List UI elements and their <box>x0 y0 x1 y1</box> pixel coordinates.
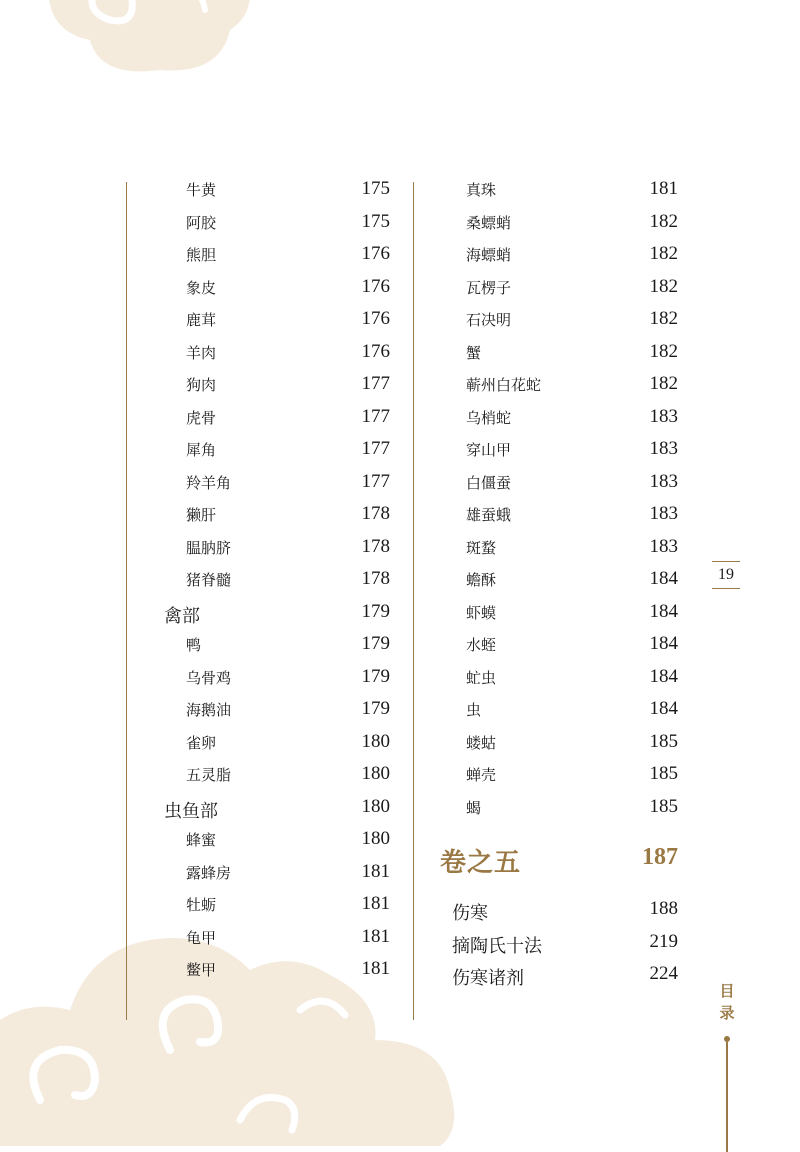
toc-left-column <box>160 174 390 987</box>
toc-entry[interactable] <box>440 927 678 960</box>
toc-item-label: 海螵蛸 <box>466 246 512 264</box>
toc-item-label: 蟹 <box>466 343 482 362</box>
toc-item-label: 蝼蛄 <box>466 733 497 752</box>
toc-item-page: 183 <box>649 503 678 524</box>
toc-item-label: 蜂蜜 <box>186 831 217 849</box>
toc-item[interactable] <box>160 694 390 727</box>
toc-item-label: 腽肭脐 <box>186 538 232 557</box>
toc-item-label: 五灵脂 <box>186 766 232 784</box>
toc-item-label: 露蜂房 <box>186 863 232 882</box>
toc-item[interactable] <box>440 694 678 727</box>
page-number-box <box>712 561 740 589</box>
volume-page: 187 <box>642 844 678 870</box>
side-tab-char: 目 <box>719 982 735 1000</box>
toc-item-label: 蕲州白花蛇 <box>466 376 542 394</box>
toc-entry-page: 219 <box>649 930 678 952</box>
toc-item[interactable] <box>440 467 678 500</box>
toc-item-label: 斑蝥 <box>466 538 497 557</box>
toc-item-page: 185 <box>649 763 678 784</box>
toc-item-label: 瓦楞子 <box>466 278 512 297</box>
toc-item-label: 牛黄 <box>186 181 217 199</box>
toc-item-page: 176 <box>361 243 390 264</box>
toc-item-page: 181 <box>361 925 390 947</box>
toc-item-page: 183 <box>649 535 678 557</box>
toc-item-page: 178 <box>361 503 390 524</box>
toc-item-label: 阿胶 <box>186 213 217 232</box>
toc-item[interactable] <box>160 369 390 402</box>
toc-item[interactable] <box>160 727 390 760</box>
toc-item[interactable] <box>160 824 390 857</box>
page-number-rule-bottom <box>712 588 740 589</box>
toc-entry-label: 伤寒诸剂 <box>452 968 524 989</box>
toc-item-page: 182 <box>649 308 678 329</box>
contents-side-tab[interactable] <box>716 980 738 1152</box>
toc-item[interactable] <box>160 662 390 695</box>
toc-item-label: 雀卵 <box>186 733 217 752</box>
toc-item-page: 177 <box>361 438 390 459</box>
toc-item[interactable] <box>440 402 678 435</box>
toc-entry[interactable] <box>440 894 678 927</box>
toc-item-label: 蝉壳 <box>466 766 497 784</box>
toc-item-page: 176 <box>361 340 390 362</box>
toc-item[interactable] <box>160 922 390 955</box>
toc-item[interactable] <box>160 564 390 597</box>
toc-item-label: 虾蟆 <box>466 603 497 622</box>
toc-item-label: 鹿茸 <box>186 311 217 329</box>
toc-item-page: 185 <box>649 795 678 817</box>
toc-item-page: 184 <box>649 698 678 719</box>
toc-item[interactable] <box>440 499 678 532</box>
toc-item[interactable] <box>440 207 678 240</box>
toc-item-label: 乌骨鸡 <box>186 668 232 687</box>
toc-item-label: 鸭 <box>186 636 202 654</box>
page-number: 19 <box>718 566 734 583</box>
toc-item-page: 184 <box>649 633 678 654</box>
toc-item[interactable] <box>160 304 390 337</box>
toc-item-page: 182 <box>649 243 678 264</box>
toc-item[interactable] <box>440 727 678 760</box>
toc-item-label: 虫 <box>466 701 482 719</box>
toc-item-label: 犀角 <box>186 441 217 459</box>
toc-item-label: 石决明 <box>466 311 512 329</box>
toc-item-page: 176 <box>361 275 390 297</box>
toc-item-page: 183 <box>649 405 678 427</box>
toc-item-label: 羊肉 <box>186 343 217 362</box>
toc-item[interactable] <box>440 792 678 825</box>
toc-item[interactable] <box>160 434 390 467</box>
toc-item-label: 海鹅油 <box>186 701 232 719</box>
toc-entry-page: 188 <box>649 898 678 919</box>
toc-section-label: 虫鱼部 <box>164 800 218 822</box>
toc-item[interactable] <box>160 272 390 305</box>
toc-item-label: 蝎 <box>466 798 482 817</box>
toc-item[interactable] <box>440 434 678 467</box>
toc-right-column <box>440 174 678 992</box>
toc-item[interactable] <box>160 402 390 435</box>
toc-item[interactable] <box>160 889 390 922</box>
toc-item-page: 184 <box>649 665 678 687</box>
toc-item-label: 白僵蚕 <box>466 473 512 492</box>
toc-section-label: 禽部 <box>164 605 200 627</box>
toc-item-label: 狗肉 <box>186 376 217 394</box>
toc-item-page: 182 <box>649 210 678 232</box>
toc-entry-label: 伤寒 <box>452 903 488 924</box>
toc-item-page: 181 <box>361 893 390 914</box>
toc-item-page: 177 <box>361 373 390 394</box>
toc-item-label: 真珠 <box>466 181 497 199</box>
toc-item-page: 178 <box>361 568 390 589</box>
toc-item[interactable] <box>160 174 390 207</box>
toc-item-label: 乌梢蛇 <box>466 408 512 427</box>
toc-item-label: 雄蚕蛾 <box>466 506 512 524</box>
toc-item[interactable] <box>160 467 390 500</box>
toc-item[interactable] <box>160 499 390 532</box>
toc-volume-heading[interactable] <box>440 836 678 894</box>
toc-item[interactable] <box>160 629 390 662</box>
toc-item-page: 180 <box>361 763 390 784</box>
column-divider-left <box>126 182 127 1020</box>
toc-item-page: 175 <box>361 178 390 199</box>
volume-title: 卷之五 <box>440 848 522 878</box>
toc-section[interactable] <box>160 792 390 825</box>
toc-item-label: 虻虫 <box>466 668 497 687</box>
toc-item[interactable] <box>440 304 678 337</box>
toc-item-label: 桑螵蛸 <box>466 213 512 232</box>
toc-item-page: 179 <box>361 633 390 654</box>
toc-section[interactable] <box>160 597 390 630</box>
toc-item-label: 猪脊髓 <box>186 571 232 589</box>
toc-item[interactable] <box>440 662 678 695</box>
cloud-decoration-top <box>40 0 260 80</box>
toc-item[interactable] <box>160 954 390 987</box>
toc-item-label: 水蛭 <box>466 636 497 654</box>
toc-section-page: 179 <box>361 600 390 622</box>
toc-item[interactable] <box>160 759 390 792</box>
toc-item-label: 熊胆 <box>186 246 217 264</box>
toc-item[interactable] <box>440 597 678 630</box>
toc-item-label: 虎骨 <box>186 408 217 427</box>
toc-item-page: 182 <box>649 373 678 394</box>
side-tab-char: 录 <box>719 1004 735 1022</box>
toc-item-label: 獭肝 <box>186 506 217 524</box>
toc-item-label: 蟾酥 <box>466 571 497 589</box>
toc-item-label: 牡蛎 <box>186 896 217 914</box>
toc-item-label: 龟甲 <box>186 928 217 947</box>
toc-item-label: 象皮 <box>186 278 217 297</box>
toc-item[interactable] <box>160 207 390 240</box>
toc-item-page: 183 <box>649 470 678 492</box>
toc-item-page: 176 <box>361 308 390 329</box>
toc-item-page: 182 <box>649 275 678 297</box>
toc-item[interactable] <box>440 759 678 792</box>
toc-item-page: 183 <box>649 438 678 459</box>
toc-item-page: 184 <box>649 600 678 622</box>
toc-item-page: 178 <box>361 535 390 557</box>
toc-item-label: 鳖甲 <box>186 961 217 979</box>
toc-item-label: 羚羊角 <box>186 473 232 492</box>
toc-entry[interactable] <box>440 959 678 992</box>
toc-item[interactable] <box>160 239 390 272</box>
toc-item[interactable] <box>440 369 678 402</box>
toc-item-page: 177 <box>361 405 390 427</box>
toc-item-label: 穿山甲 <box>466 441 512 459</box>
toc-item[interactable] <box>440 532 678 565</box>
side-tab-line <box>726 1042 728 1152</box>
toc-item-page: 181 <box>649 178 678 199</box>
toc-item-page: 180 <box>361 828 390 849</box>
toc-item[interactable] <box>440 629 678 662</box>
toc-item[interactable] <box>160 857 390 890</box>
toc-item-page: 181 <box>361 860 390 882</box>
toc-item[interactable] <box>160 337 390 370</box>
toc-item[interactable] <box>440 272 678 305</box>
toc-item-page: 182 <box>649 340 678 362</box>
toc-item-page: 177 <box>361 470 390 492</box>
toc-item-page: 181 <box>361 958 390 979</box>
toc-item[interactable] <box>160 532 390 565</box>
toc-entry-label: 摘陶氏十法 <box>452 935 542 957</box>
toc-item-page: 185 <box>649 730 678 752</box>
toc-section-page: 180 <box>361 795 390 817</box>
toc-item-page: 180 <box>361 730 390 752</box>
toc-entry-page: 224 <box>649 963 678 984</box>
toc-item[interactable] <box>440 337 678 370</box>
toc-item[interactable] <box>440 564 678 597</box>
toc-item-page: 175 <box>361 210 390 232</box>
toc-item-page: 179 <box>361 698 390 719</box>
toc-item-page: 184 <box>649 568 678 589</box>
toc-item[interactable] <box>440 239 678 272</box>
toc-item-page: 179 <box>361 665 390 687</box>
toc-item[interactable] <box>440 174 678 207</box>
column-divider-middle <box>413 182 414 1020</box>
